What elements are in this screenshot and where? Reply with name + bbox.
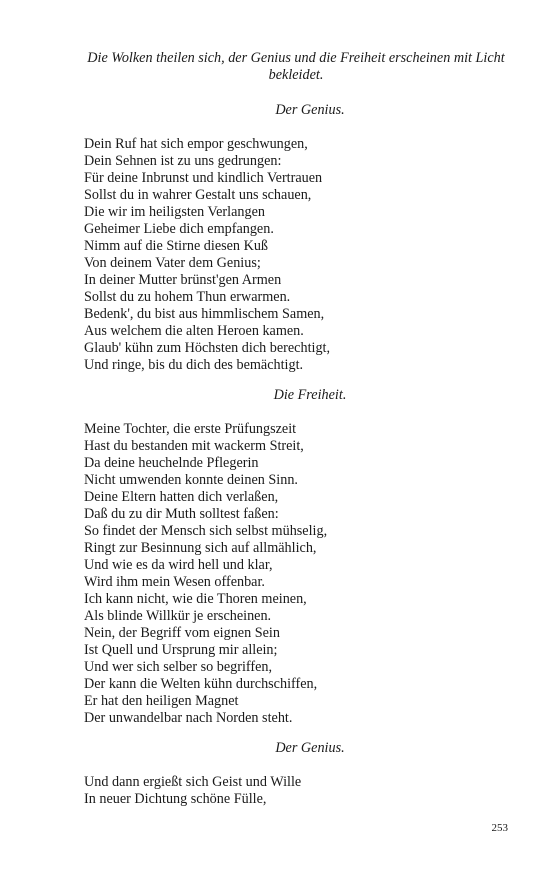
verse-line: Geheimer Liebe dich empfangen. (84, 221, 274, 237)
speaker-heading-freiheit: Die Freiheit. (273, 387, 347, 403)
verse-line: Ich kann nicht, wie die Thoren meinen, (84, 591, 307, 607)
speaker-heading-genius-1: Der Genius. (275, 102, 345, 118)
verse-line: Aus welchem die alten Heroen kamen. (84, 323, 304, 339)
verse-line: Und ringe, bis du dich des bemächtigt. (84, 357, 304, 373)
verse-line: Deine Eltern hatten dich verlaßen, (84, 489, 279, 505)
verse-line: Hast du bestanden mit wackerm Streit, (84, 438, 304, 454)
verse-line: Daß du zu dir Muth solltest faßen: (84, 506, 279, 522)
verse-line: In deiner Mutter brünst'gen Armen (84, 272, 282, 288)
verse-line: Nein, der Begriff vom eignen Sein (84, 625, 280, 641)
stage-direction: Die Wolken theilen sich, der Genius und die Freiheit erscheinen mit Licht bekleidet. (87, 50, 505, 83)
verse-block-genius-1 (84, 136, 330, 374)
verse-line: Ist Quell und Ursprung mir allein; (84, 642, 278, 658)
verse-line: Sollst du in wahrer Gestalt uns schauen, (84, 187, 312, 203)
verse-block-genius-2 (84, 774, 301, 808)
verse-line: Da deine heuchelnde Pflegerin (84, 455, 259, 471)
verse-line: Als blinde Willkür je erscheinen. (84, 608, 272, 624)
verse-line: Und dann ergießt sich Geist und Wille (84, 774, 302, 790)
verse-line: Sollst du zu hohem Thun erwarmen. (84, 289, 291, 305)
verse-line: Nicht umwenden konnte deinen Sinn. (84, 472, 298, 488)
verse-line: In neuer Dichtung schöne Fülle, (84, 791, 267, 807)
verse-line: Er hat den heiligen Magnet (84, 693, 239, 709)
verse-line: Dein Sehnen ist zu uns gedrungen: (84, 153, 282, 169)
verse-line: Und wie es da wird hell und klar, (84, 557, 273, 573)
speaker-heading-genius-2: Der Genius. (275, 740, 345, 756)
verse-line: Für deine Inbrunst und kindlich Vertrauen (84, 170, 323, 186)
page-number: 253 (491, 822, 508, 834)
verse-line: Nimm auf die Stirne diesen Kuß (84, 238, 269, 254)
verse-line: Die wir im heiligsten Verlangen (84, 204, 265, 220)
verse-line: Glaub' kühn zum Höchsten dich berechtigt, (84, 340, 331, 356)
verse-line: So findet der Mensch sich selbst mühselig, (84, 523, 328, 539)
verse-line: Wird ihm mein Wesen offenbar. (84, 574, 265, 590)
verse-line: Meine Tochter, die erste Prüfungszeit (84, 421, 297, 437)
verse-line: Der kann die Welten kühn durchschiffen, (84, 676, 318, 692)
verse-line: Von deinem Vater dem Genius; (84, 255, 261, 271)
verse-line: Bedenk', du bist aus himmlischem Samen, (84, 306, 325, 322)
verse-line: Ringt zur Besinnung sich auf allmählich, (84, 540, 317, 556)
verse-line: Und wer sich selber so begriffen, (84, 659, 273, 675)
verse-line: Der unwandelbar nach Norden steht. (84, 710, 293, 726)
verse-block-freiheit (84, 421, 327, 727)
verse-line: Dein Ruf hat sich empor geschwungen, (84, 136, 308, 152)
